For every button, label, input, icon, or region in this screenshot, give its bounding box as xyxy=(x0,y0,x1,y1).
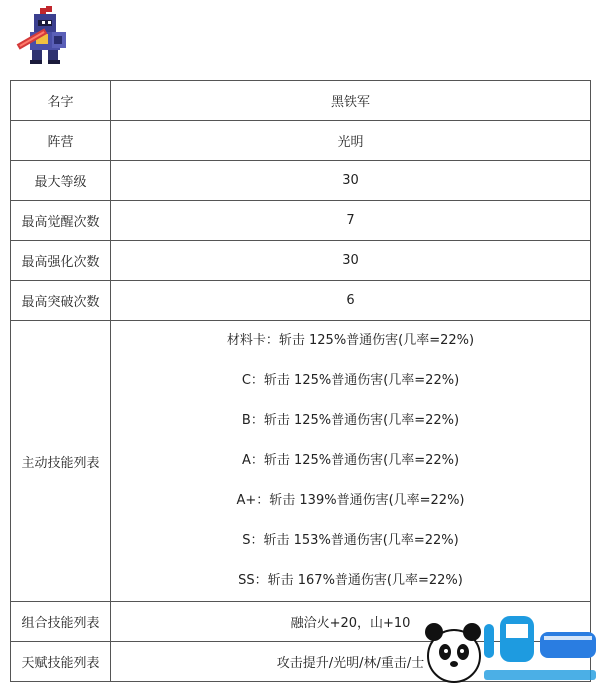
table-row xyxy=(11,241,591,281)
skill-line: C：斩击 125%普通伤害(几率=22%) xyxy=(241,373,460,388)
row-label: 最大等级 xyxy=(11,161,111,201)
row-label: 最高突破次数 xyxy=(11,281,111,321)
row-value: 30 xyxy=(111,241,591,281)
skills-row xyxy=(11,321,591,602)
table-row xyxy=(11,201,591,241)
site-watermark-logo xyxy=(418,606,600,688)
skill-line: SS：斩击 167%普通伤害(几率=22%) xyxy=(238,573,463,588)
row-label: 主动技能列表 xyxy=(11,321,111,602)
row-label: 阵营 xyxy=(11,121,111,161)
row-value: 攻击提升/光明/林/重击/士 xyxy=(111,642,591,682)
row-value: 光明 xyxy=(111,121,591,161)
skill-line: A+：斩击 139%普通伤害(几率=22%) xyxy=(236,493,465,508)
row-value: 6 xyxy=(111,281,591,321)
row-value: 黑铁军 xyxy=(111,81,591,121)
row-label: 天赋技能列表 xyxy=(11,642,111,682)
skill-line: A：斩击 125%普通伤害(几率=22%) xyxy=(241,453,460,468)
table-row xyxy=(11,281,591,321)
row-label: 名字 xyxy=(11,81,111,121)
row-value: 7 xyxy=(111,201,591,241)
table-row xyxy=(11,81,591,121)
hero-info-table xyxy=(10,80,591,682)
row-value: 30 xyxy=(111,161,591,201)
skills-list xyxy=(111,321,591,602)
knight-sprite-icon xyxy=(14,6,78,70)
row-label: 组合技能列表 xyxy=(11,602,111,642)
row-label: 最高觉醒次数 xyxy=(11,201,111,241)
skill-line: S：斩击 153%普通伤害(几率=22%) xyxy=(242,533,459,548)
skill-line: 材料卡：斩击 125%普通伤害(几率=22%) xyxy=(226,333,475,348)
row-value: 融洽火+20，山+10 xyxy=(111,602,591,642)
skill-line: B：斩击 125%普通伤害(几率=22%) xyxy=(241,413,460,428)
table-row xyxy=(11,121,591,161)
table-row xyxy=(11,161,591,201)
row-label: 最高强化次数 xyxy=(11,241,111,281)
